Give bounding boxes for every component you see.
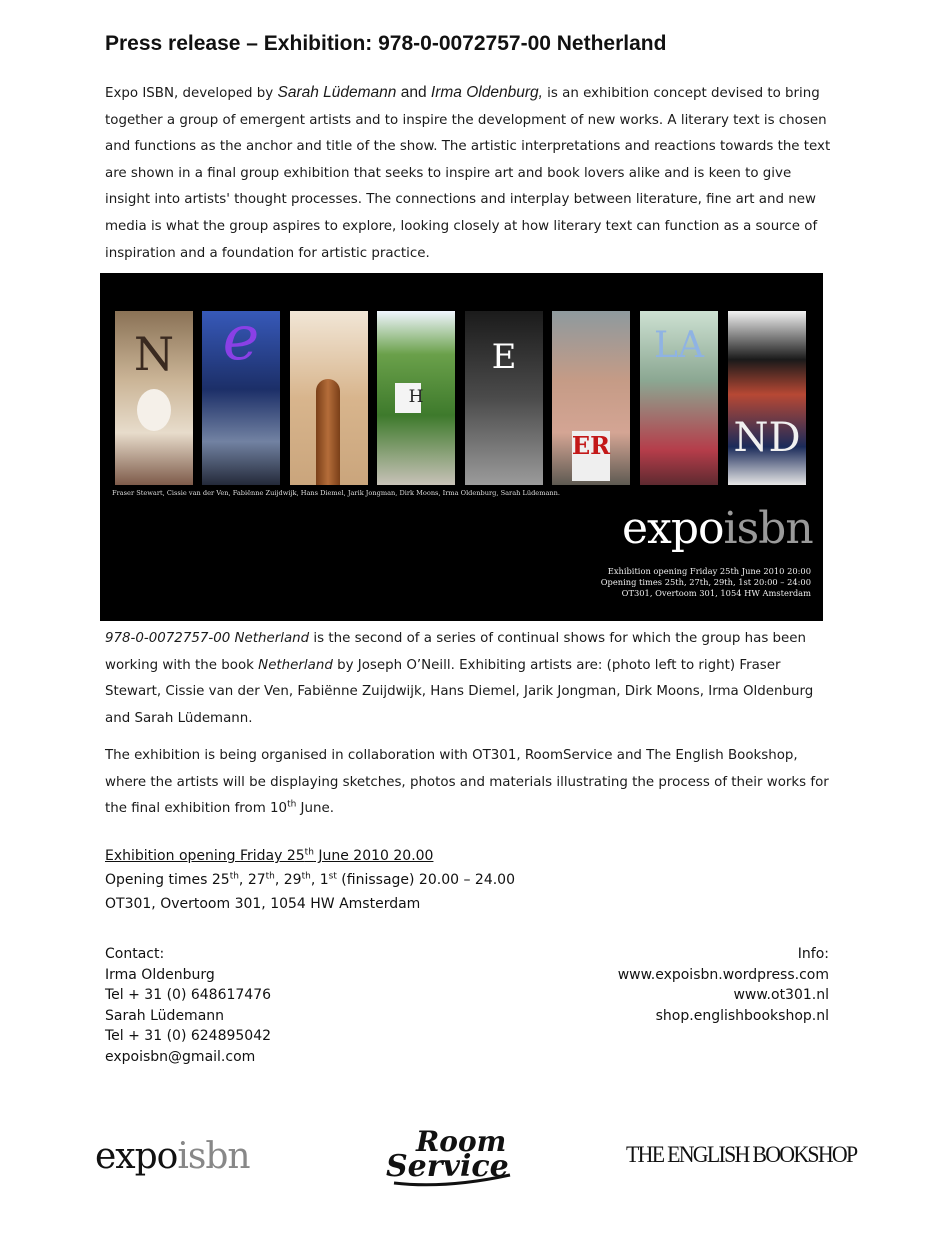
expoisbn-footer-logo: [95, 1136, 250, 1177]
contact-email-link[interactable]: expoisbn@gmail.com: [105, 1048, 256, 1065]
expoisbn-logo: [622, 503, 813, 554]
book-title: Netherland: [258, 657, 333, 673]
photo-letter-4: H: [408, 387, 424, 407]
english-bookshop-logo: THE ENGLISH BOOKSHOP: [626, 1142, 857, 1167]
banner-venue-line: OT301, Overtoom 301, 1054 HW Amsterdam: [621, 588, 811, 598]
intro-paragraph: [105, 80, 833, 267]
footer-logo-expo: expo: [95, 1136, 178, 1177]
second-show-paragraph: [105, 626, 833, 732]
artist-photo-8: [728, 311, 806, 485]
times-a: Opening times 25: [105, 872, 230, 888]
contact-block: [105, 944, 271, 1068]
roomservice-swash-icon: [386, 1125, 514, 1187]
contact-name-irma: Irma Oldenburg: [105, 966, 215, 983]
times-sup-2: th: [265, 871, 275, 882]
info-link-wordpress[interactable]: www.expoisbn.wordpress.com: [617, 966, 829, 983]
artist-photo-7: [640, 311, 718, 485]
footer-logo-isbn: isbn: [177, 1136, 250, 1177]
times-c: , 29: [274, 872, 302, 888]
contact-tel-sarah: Tel + 31 (0) 624895042: [105, 1028, 272, 1045]
opening-heading: [105, 844, 433, 868]
artist-photo-2: [202, 301, 280, 485]
times-b: , 27: [238, 872, 266, 888]
info-block: [618, 944, 829, 1026]
artist-photo-1: [115, 311, 193, 485]
times-d: , 1: [310, 872, 329, 888]
times-sup-4: st: [328, 871, 337, 882]
opening-venue: OT301, Overtoom 301, 1054 HW Amsterdam: [105, 896, 421, 912]
intro-and: and: [396, 84, 431, 101]
roomservice-logo-service: Service: [386, 1149, 509, 1184]
times-sup-1: th: [229, 871, 239, 882]
finger-shape: [316, 379, 340, 485]
collab-text-1: The exhibition is being organised in collaboration with OT301, RoomService and The English Bookshop, where the artists will be displaying sketches, photos and materials illustrating the process of their works for the final exhibition from 10: [105, 748, 829, 817]
opening-head-sup: th: [304, 847, 314, 858]
opening-head-date: June 2010 20.00: [313, 848, 434, 864]
contact-name-sarah: Sarah Lüdemann: [105, 1007, 225, 1024]
artist-photo-4: [377, 311, 455, 485]
logo-expo-part: expo: [622, 503, 724, 554]
photo-letter-8: ND: [733, 415, 801, 461]
second-text-1: is the second of a series of continual shows for which the group has been working with the book: [105, 631, 807, 673]
second-text-2: by Joseph O’Neill. Exhibiting artists are: (photo left to right) Fraser Stewart, Cissie van der Ven, Fabiënne Zuijdwijk, Hans Diemel, Jarik Jongman, Dirk Moons, Irma Oldenburg and Sarah Lüdemann.: [105, 657, 814, 726]
collab-sup: th: [287, 799, 297, 810]
photo-letter-7: LA: [654, 325, 704, 366]
photo-letter-1: N: [133, 327, 175, 381]
banner-opening-line: Exhibition opening Friday 25th June 2010 20:00: [607, 566, 811, 576]
opening-times: [105, 868, 515, 892]
opening-head-text: Exhibition opening Friday 25: [105, 848, 305, 864]
page-title: Press release – Exhibition: 978-0-0072757-00 Netherland: [105, 32, 667, 55]
collab-text-2: June.: [296, 801, 334, 817]
roomservice-logo: [386, 1125, 514, 1187]
exhibition-banner: [100, 273, 823, 621]
contact-tel-irma: Tel + 31 (0) 648617476: [105, 987, 272, 1004]
artist-photo-3: [290, 311, 368, 485]
intro-text-2: is an exhibition concept devised to bring together a group of emergent artists and to inspire the development of new works. A literary text is chosen and functions as the anchor and title of the show. The artistic interpretations and reactions towards the text are shown in a final group exhibition that seeks to inspire art and book lovers alike and is keen to give insight into artists' thought processes. The connections and interplay between literature, fine art and new media is what the group aspires to explore, looking closely at how literary text can function as a source of inspiration and a foundation for artistic practice.: [105, 86, 831, 261]
artist-photo-6: [552, 311, 630, 485]
banner-times-line: Opening times 25th, 27th, 29th, 1st 20:00 – 24:00: [600, 577, 811, 587]
artist-photo-5: [465, 311, 543, 485]
author-name-irma: Irma Oldenburg,: [430, 84, 543, 101]
author-name-sarah: Sarah Lüdemann: [277, 84, 397, 101]
times-sup-3: th: [301, 871, 311, 882]
photo-letter-5: E: [491, 337, 517, 377]
collaboration-paragraph: [105, 743, 833, 823]
info-link-ot301[interactable]: www.ot301.nl: [733, 987, 829, 1004]
times-e: (finissage) 20.00 – 24.00: [336, 872, 515, 888]
info-link-bookshop[interactable]: shop.englishbookshop.nl: [655, 1007, 829, 1024]
book-code: 978-0-0072757-00 Netherland: [105, 631, 310, 646]
info-label: Info:: [797, 946, 829, 962]
logo-isbn-part: isbn: [723, 503, 813, 554]
banner-caption: Fraser Stewart, Cissie van der Ven, Fabiënne Zuijdwijk, Hans Diemel, Jarik Jongman, Dirk Moons, Irma Oldenburg, Sarah Lüdemann.: [112, 489, 560, 497]
photo-letter-2: e: [222, 301, 260, 374]
intro-text-1: Expo ISBN, developed by: [105, 86, 278, 101]
face-shape: [137, 389, 171, 431]
photo-letter-6: ER: [571, 431, 611, 460]
contact-label: Contact:: [105, 946, 165, 962]
roomservice-logo-room: Room: [416, 1125, 507, 1158]
